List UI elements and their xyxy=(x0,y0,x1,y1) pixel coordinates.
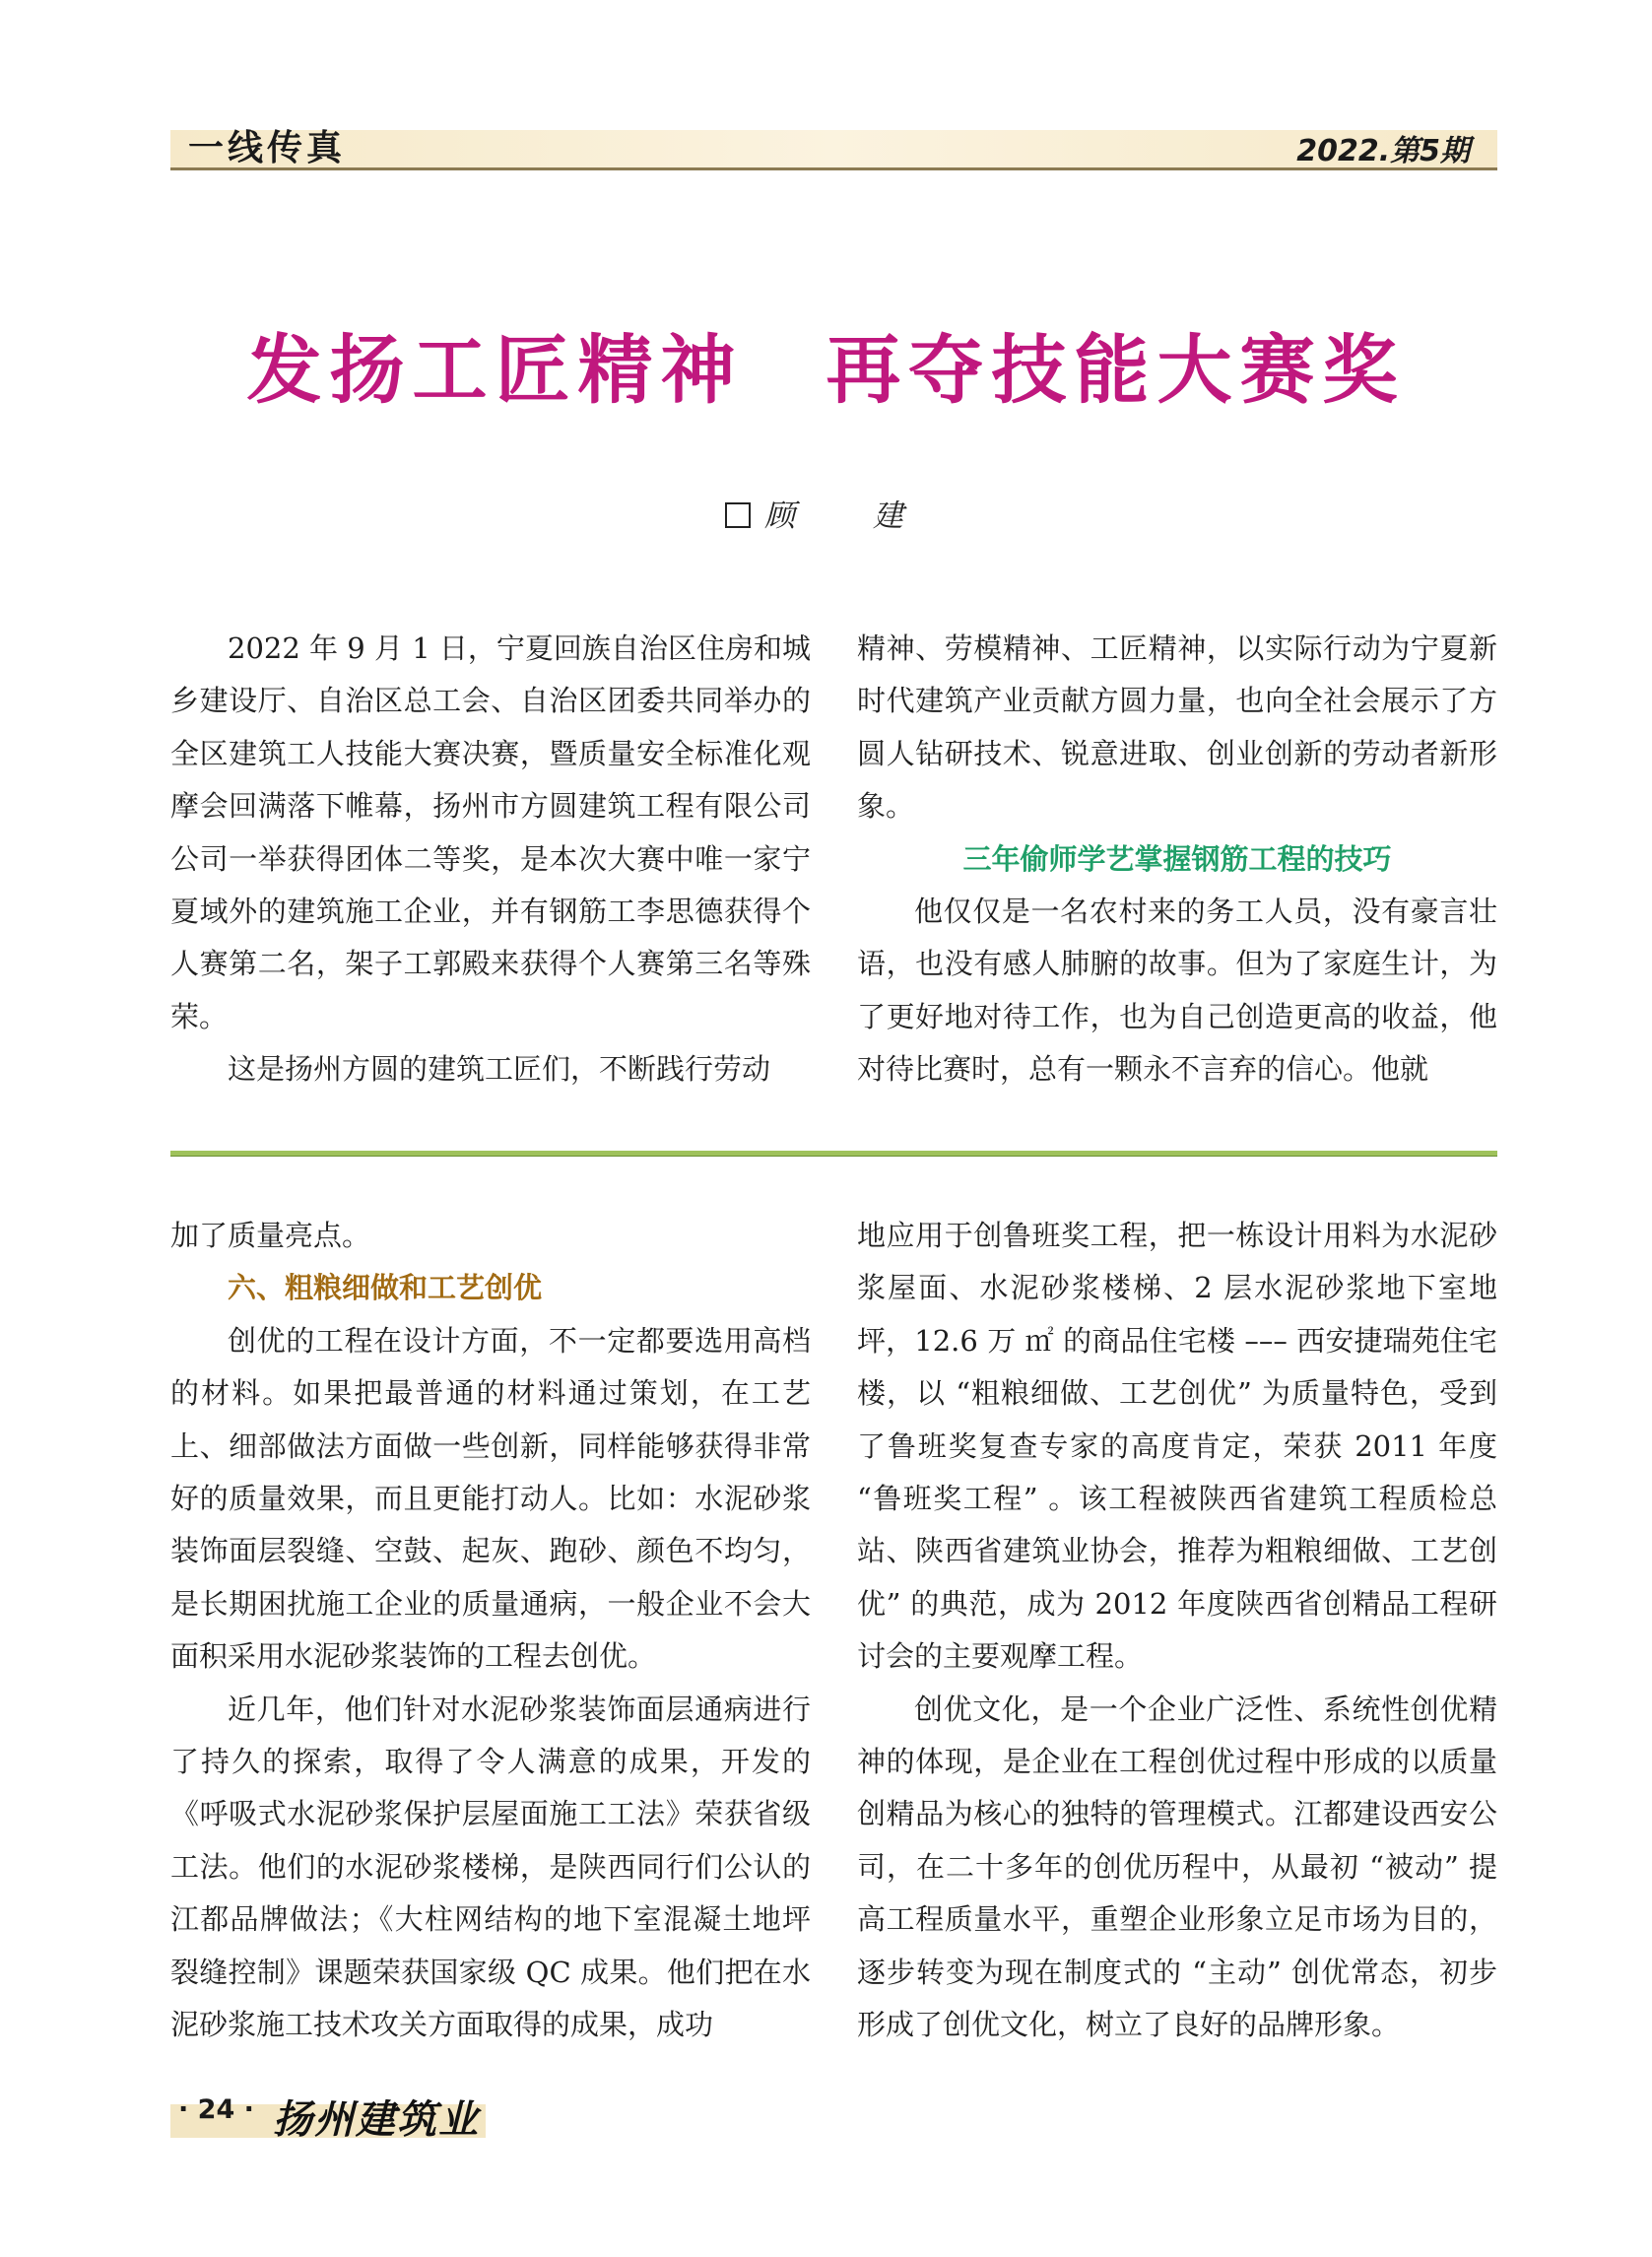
author-name: 顾 建 xyxy=(764,498,927,534)
author-line xyxy=(0,491,1652,535)
section-heading: 六、粗粮细做和工艺创优 xyxy=(228,1271,543,1305)
paragraph: 地应用于创鲁班奖工程，把一栋设计用料为水泥砂浆屋面、水泥砂浆楼梯、2 层水泥砂浆地下室地坪，12.6 万 ㎡ 的商品住宅楼 ––– 西安捷瑞苑住宅楼，以 “粗粮细做、工艺创优” 为质量特色，受到了鲁班奖复查专家的高度肯定，荣获 2011 年度 “鲁班奖工程” 。该工程被陕西省建筑工程质检总站、陕西省建筑业协会，推荐为粗粮细做、工艺创优” 的典范，成为 2012 年度陕西省创精品工程研讨会的主要观摩工程。 xyxy=(857,1219,1497,1674)
article-title: 发扬工匠精神 再夺技能大赛奖 xyxy=(246,326,1406,414)
journal-logo: 扬州建筑业 xyxy=(273,2096,480,2143)
paragraph: 精神、劳模精神、工匠精神，以实际行动为宁夏新时代建筑产业贡献方圆力量，也向全社会展示了方圆人钻研技术、锐意进取、创业创新的劳动者新形象。 xyxy=(857,631,1497,824)
bottom-left-column xyxy=(170,1210,811,2052)
section-heading: 三年偷师学艺掌握钢筋工程的技巧 xyxy=(962,841,1392,876)
author-box-icon xyxy=(725,502,751,528)
issue-number: 2022.第5期 xyxy=(1296,134,1470,168)
section-divider xyxy=(170,1151,1497,1157)
paragraph: 2022 年 9 月 1 日，宁夏回族自治区住房和城乡建设厅、自治区总工会、自治区团委共同举办的全区建筑工人技能大赛决赛，暨质量安全标准化观摩会回满落下帷幕，扬州市方圆建筑工程有限公司公司一举获得团体二等奖，是本次大赛中唯一家宁夏域外的建筑施工企业，并有钢筋工李思德获得个人赛第二名，架子工郭殿来获得个人赛第三名等殊荣。 xyxy=(170,631,811,1033)
section-name: 一线传真 xyxy=(188,128,347,168)
paragraph: 创优文化，是一个企业广泛性、系统性创优精神的体现，是企业在工程创优过程中形成的以质量创精品为核心的独特的管理模式。江都建设西安公司，在二十多年的创优历程中，从最初 “被动” 提高工程质量水平，重塑企业形象立足市场为目的，逐步转变为现在制度式的 “主动” 创优常态，初步形成了创优文化，树立了良好的品牌形象。 xyxy=(857,1692,1497,2042)
bottom-right-column xyxy=(857,1210,1497,2052)
paragraph: 他仅仅是一名农村来的务工人员，没有豪言壮语，也没有感人肺腑的故事。但为了家庭生计，为了更好地对待工作，也为自己创造更高的收益，他对待比赛时，总有一颗永不言弃的信心。他就 xyxy=(857,895,1497,1087)
paragraph: 加了质量亮点。 xyxy=(170,1219,371,1252)
page-header xyxy=(170,116,1497,171)
paragraph: 创优的工程在设计方面，不一定都要选用高档的材料。如果把最普通的材料通过策划，在工艺上、细部做法方面做一些创新，同样能够获得非常好的质量效果，而且更能打动人。比如：水泥砂浆装饰面层裂缝、空鼓、起灰、跑砂、颜色不均匀，是长期困扰施工企业的质量通病，一般企业不会大面积采用水泥砂浆装饰的工程去创优。 xyxy=(170,1323,811,1674)
paragraph: 这是扬州方圆的建筑工匠们，不断践行劳动 xyxy=(228,1052,771,1087)
page-footer xyxy=(170,2091,486,2143)
top-right-column xyxy=(857,623,1497,1096)
paragraph: 近几年，他们针对水泥砂浆装饰面层通病进行了持久的探索，取得了令人满意的成果，开发的《呼吸式水泥砂浆保护层屋面施工工法》荣获省级工法。他们的水泥砂浆楼梯，是陕西同行们公认的江都品牌做法；《大柱网结构的地下室混凝土地坪裂缝控制》课题荣获国家级 QC 成果。他们把在水泥砂浆施工技术攻关方面取得的成果，成功 xyxy=(170,1692,811,2042)
page-number: · 24 · xyxy=(178,2094,254,2125)
top-left-column xyxy=(170,623,811,1096)
